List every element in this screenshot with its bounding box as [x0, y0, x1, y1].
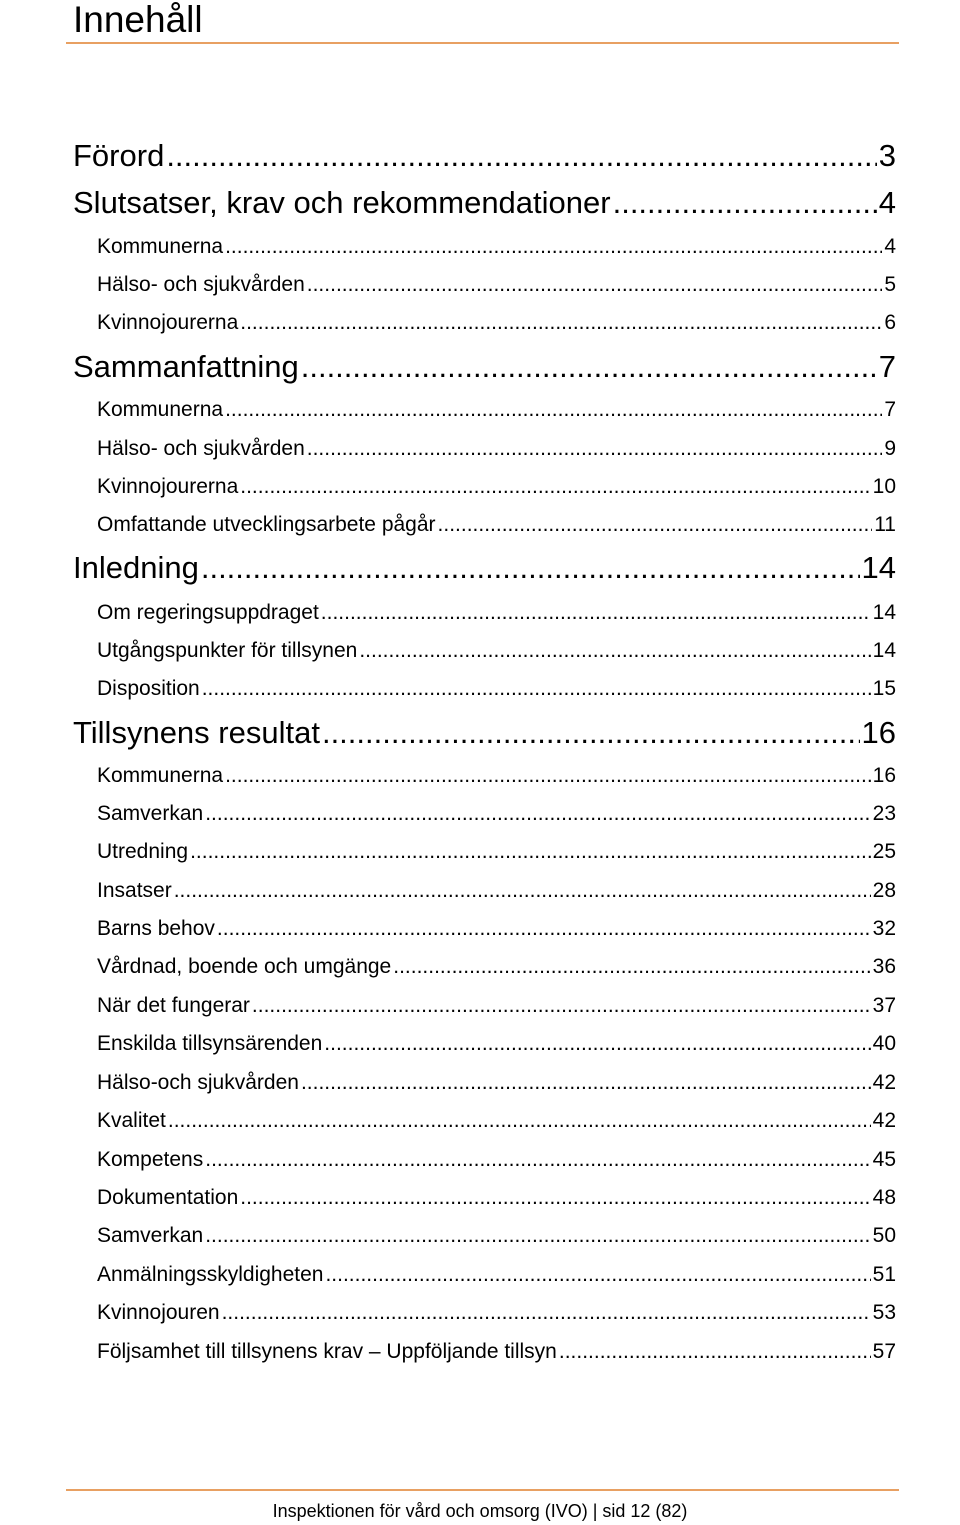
toc-entry[interactable] — [73, 183, 896, 223]
toc-dot-leader — [252, 991, 871, 1021]
toc-entry[interactable] — [97, 472, 896, 502]
toc-entry-page-number: 11 — [874, 513, 896, 536]
toc-entry[interactable] — [97, 914, 896, 944]
toc-entry-page-number: 40 — [872, 1032, 896, 1055]
toc-entry-title: Sammanfattning — [73, 349, 299, 384]
toc-entry[interactable] — [97, 1068, 896, 1098]
toc-entry[interactable] — [97, 876, 896, 906]
toc-dot-leader — [201, 548, 860, 588]
toc-dot-leader — [202, 674, 871, 704]
toc-dot-leader — [222, 1298, 871, 1328]
toc-entry-title: Förord — [73, 138, 165, 173]
toc-dot-leader — [324, 1029, 870, 1059]
toc-dot-leader — [438, 510, 873, 540]
toc-dot-leader — [301, 347, 877, 387]
toc-entry[interactable] — [97, 1145, 896, 1175]
toc-entry[interactable] — [97, 232, 896, 262]
toc-entry-page-number: 16 — [861, 715, 896, 750]
toc-entry-page-number: 42 — [872, 1109, 896, 1132]
toc-entry-page-number: 42 — [872, 1071, 896, 1094]
toc-entry-title: Om regeringsuppdraget — [97, 601, 319, 624]
toc-dot-leader — [307, 270, 883, 300]
toc-entry-title: Kommunerna — [97, 235, 224, 258]
toc-entry-page-number: 51 — [872, 1263, 896, 1286]
toc-entry-page-number: 4 — [878, 185, 896, 220]
toc-dot-leader — [225, 232, 882, 262]
toc-entry[interactable] — [97, 1183, 896, 1213]
toc-entry-page-number: 50 — [872, 1224, 896, 1247]
toc-entry[interactable] — [97, 270, 896, 300]
toc-dot-leader — [325, 1260, 870, 1290]
toc-dot-leader — [205, 1145, 870, 1175]
toc-entry-title: Kommunerna — [97, 398, 224, 421]
toc-entry-title: Omfattande utvecklingsarbete pågår — [97, 513, 436, 536]
toc-entry-title: Barns behov — [97, 917, 215, 940]
toc-entry[interactable] — [97, 1029, 896, 1059]
toc-entry-title: Kommunerna — [97, 764, 224, 787]
toc-entry[interactable] — [73, 548, 896, 588]
toc-dot-leader — [240, 472, 870, 502]
toc-entry[interactable] — [97, 761, 896, 791]
toc-entry-page-number: 14 — [872, 601, 896, 624]
toc-entry-title: Kvinnojourerna — [97, 311, 239, 334]
toc-entry-page-number: 4 — [884, 235, 896, 258]
toc-dot-leader — [217, 914, 871, 944]
toc-entry-title: Dokumentation — [97, 1186, 239, 1209]
toc-entry-page-number: 57 — [872, 1340, 896, 1363]
toc-entry[interactable] — [97, 510, 896, 540]
toc-entry-page-number: 45 — [872, 1148, 896, 1171]
toc-dot-leader — [322, 713, 860, 753]
toc-entry[interactable] — [73, 347, 896, 387]
toc-entry-title: Disposition — [97, 677, 200, 700]
toc-entry-page-number: 32 — [872, 917, 896, 940]
toc-dot-leader — [190, 837, 871, 867]
toc-entry-page-number: 14 — [861, 550, 896, 585]
toc-entry-title: Kvalitet — [97, 1109, 166, 1132]
toc-entry-title: Slutsatser, krav och rekommendationer — [73, 185, 611, 220]
toc-entry[interactable] — [97, 991, 896, 1021]
toc-dot-leader — [301, 1068, 871, 1098]
toc-entry-title: Samverkan — [97, 1224, 204, 1247]
toc-dot-leader — [168, 1106, 871, 1136]
toc-entry-title: Enskilda tillsynsärenden — [97, 1032, 323, 1055]
toc-entry-title: Vårdnad, boende och umgänge — [97, 955, 392, 978]
toc-entry[interactable] — [97, 395, 896, 425]
toc-entry-page-number: 15 — [872, 677, 896, 700]
toc-entry-title: Anmälningsskyldigheten — [97, 1263, 324, 1286]
toc-dot-leader — [393, 952, 870, 982]
toc-entry-page-number: 14 — [872, 639, 896, 662]
toc-entry[interactable] — [73, 713, 896, 753]
toc-entry-title: Tillsynens resultat — [73, 715, 320, 750]
toc-entry-page-number: 7 — [884, 398, 896, 421]
toc-entry[interactable] — [73, 136, 896, 176]
toc-dot-leader — [205, 1221, 870, 1251]
toc-dot-leader — [359, 636, 870, 666]
toc-entry-title: När det fungerar — [97, 994, 250, 1017]
toc-entry-title: Kvinnojourerna — [97, 475, 239, 498]
toc-entry[interactable] — [97, 799, 896, 829]
toc-entry-page-number: 16 — [872, 764, 896, 787]
toc-entry-page-number: 10 — [872, 475, 896, 498]
toc-entry-title: Kvinnojouren — [97, 1301, 220, 1324]
toc-entry-page-number: 7 — [878, 349, 896, 384]
heading-divider — [66, 42, 899, 44]
toc-dot-leader — [559, 1337, 871, 1367]
toc-dot-leader — [321, 598, 871, 628]
toc-entry[interactable] — [97, 598, 896, 628]
toc-entry-title: Kompetens — [97, 1148, 204, 1171]
toc-entry-page-number: 3 — [878, 138, 896, 173]
toc-entry-title: Hälso- och sjukvården — [97, 437, 305, 460]
toc-dot-leader — [205, 799, 870, 829]
toc-entry-title: Utredning — [97, 840, 189, 863]
toc-entry-page-number: 23 — [872, 802, 896, 825]
toc-dot-leader — [225, 395, 882, 425]
toc-entry-title: Hälso-och sjukvården — [97, 1071, 299, 1094]
toc-entry-title: Insatser — [97, 879, 172, 902]
toc-entry-page-number: 6 — [884, 311, 896, 334]
toc-dot-leader — [240, 308, 882, 338]
toc-dot-leader — [225, 761, 871, 791]
toc-entry-page-number: 48 — [872, 1186, 896, 1209]
toc-entry-page-number: 5 — [884, 273, 896, 296]
toc-entry[interactable] — [97, 1260, 896, 1290]
toc-entry[interactable] — [97, 952, 896, 982]
toc-entry[interactable] — [97, 1337, 896, 1367]
toc-entry-title: Inledning — [73, 550, 199, 585]
toc-entry-page-number: 37 — [872, 994, 896, 1017]
page-title: Innehåll — [73, 0, 203, 40]
toc-entry[interactable] — [97, 674, 896, 704]
toc-entry[interactable] — [97, 1106, 896, 1136]
toc-dot-leader — [307, 434, 883, 464]
toc-entry-title: Utgångspunkter för tillsynen — [97, 639, 358, 662]
toc-entry-title: Följsamhet till tillsynens krav – Uppföljande tillsyn — [97, 1340, 557, 1363]
toc-entry[interactable] — [97, 308, 896, 338]
footer-divider — [66, 1489, 899, 1491]
toc-dot-leader — [613, 183, 877, 223]
toc-dot-leader — [240, 1183, 870, 1213]
toc-dot-leader — [174, 876, 871, 906]
toc-entry[interactable] — [97, 1221, 896, 1251]
toc-entry-page-number: 9 — [884, 437, 896, 460]
toc-entry-title: Hälso- och sjukvården — [97, 273, 305, 296]
toc-entry[interactable] — [97, 636, 896, 666]
toc-entry[interactable] — [97, 1298, 896, 1328]
toc-entry-page-number: 25 — [872, 840, 896, 863]
toc-entry-page-number: 28 — [872, 879, 896, 902]
toc-entry-page-number: 36 — [872, 955, 896, 978]
toc-entry-page-number: 53 — [872, 1301, 896, 1324]
toc-entry[interactable] — [97, 434, 896, 464]
toc-entry[interactable] — [97, 837, 896, 867]
page-footer: Inspektionen för vård och omsorg (IVO) | sid 12 (82) — [272, 1501, 688, 1521]
toc-dot-leader — [166, 136, 876, 176]
toc-entry-title: Samverkan — [97, 802, 204, 825]
